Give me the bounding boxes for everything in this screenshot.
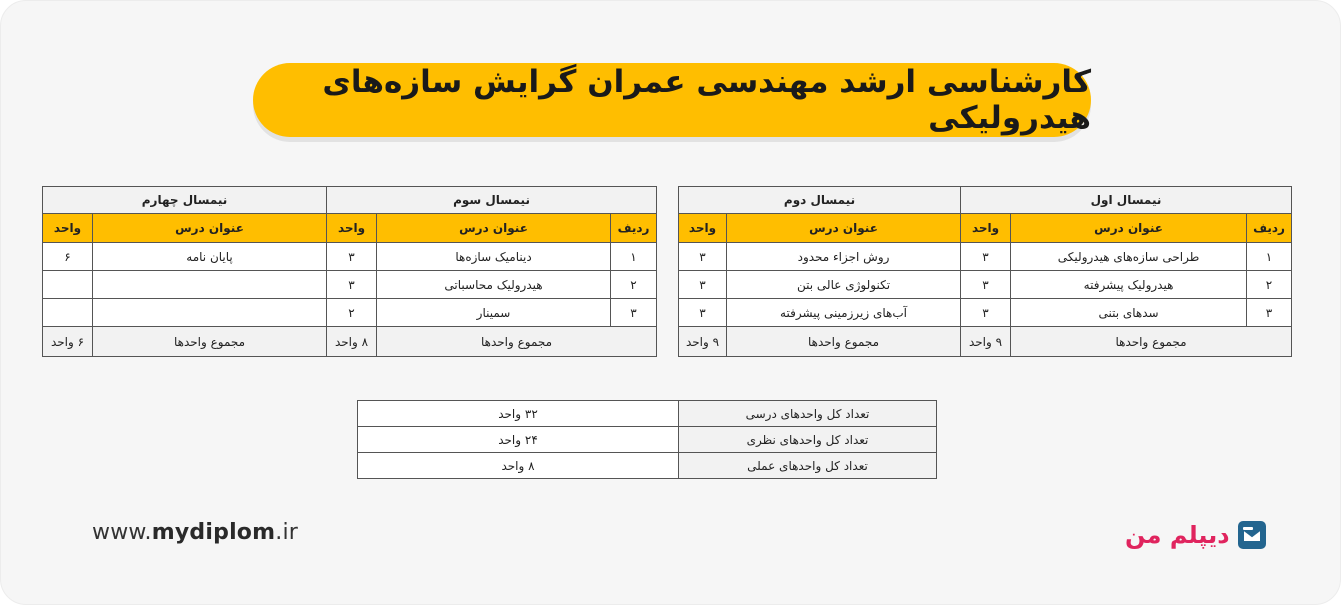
course-title: پایان نامه: [93, 243, 327, 271]
table-row: [358, 453, 937, 479]
course-units: ۲: [327, 299, 377, 327]
course-title: دینامیک سازه‌ها: [377, 243, 611, 271]
table-row: [43, 299, 657, 327]
semester-first-name: نیمسال اول: [961, 187, 1292, 214]
table-semesters-3-4: [42, 186, 657, 357]
course-title: طراحی سازه‌های هیدرولیکی: [1011, 243, 1247, 271]
total-label: مجموع واحدها: [727, 327, 961, 357]
course-units: ۳: [327, 271, 377, 299]
col-course-header: عنوان درس: [1011, 214, 1247, 243]
course-units: ۳: [961, 243, 1011, 271]
course-units: ۳: [961, 299, 1011, 327]
table-row: [679, 243, 1292, 271]
table-semesters-1-2: [678, 186, 1292, 357]
col-unit-header: واحد: [43, 214, 93, 243]
course-title: سدهای بتنی: [1011, 299, 1247, 327]
logo-text: دیپلم من: [1125, 521, 1230, 549]
table-row: [43, 271, 657, 299]
summary-label: تعداد کل واحدهای نظری: [679, 427, 937, 453]
semester-fourth-name: نیمسال چهارم: [43, 187, 327, 214]
course-units: ۳: [679, 299, 727, 327]
url-domain: mydiplom: [151, 520, 276, 545]
table-row: [358, 427, 937, 453]
course-title: سمینار: [377, 299, 611, 327]
row-number: ۳: [611, 299, 657, 327]
table-row: [358, 401, 937, 427]
course-title: تکنولوژی عالی بتن: [727, 271, 961, 299]
col-unit-header: واحد: [327, 214, 377, 243]
page-title-text: کارشناسی ارشد مهندسی عمران گرایش سازه‌های هیدرولیکی: [322, 64, 1091, 136]
total-row: [679, 327, 1292, 357]
table-row: [679, 299, 1292, 327]
course-units: ۳: [679, 243, 727, 271]
semester-second-name: نیمسال دوم: [679, 187, 961, 214]
url-suffix: .ir: [275, 520, 299, 545]
row-number: ۱: [611, 243, 657, 271]
course-units: ۳: [327, 243, 377, 271]
row-number: ۱: [1247, 243, 1292, 271]
col-unit-header: واحد: [679, 214, 727, 243]
total-label: مجموع واحدها: [93, 327, 327, 357]
semester-header-row: [679, 187, 1292, 214]
summary-table: [357, 400, 937, 479]
col-course-header: عنوان درس: [727, 214, 961, 243]
course-title: [93, 271, 327, 299]
total-label: مجموع واحدها: [1011, 327, 1292, 357]
table-row: [43, 243, 657, 271]
course-units: ۳: [961, 271, 1011, 299]
total-value: ۹ واحد: [679, 327, 727, 357]
col-row-header: ردیف: [1247, 214, 1292, 243]
col-row-header: ردیف: [611, 214, 657, 243]
summary-label: تعداد کل واحدهای عملی: [679, 453, 937, 479]
course-title: [93, 299, 327, 327]
summary-value: ۳۲ واحد: [358, 401, 679, 427]
total-label: مجموع واحدها: [377, 327, 657, 357]
row-number: ۲: [1247, 271, 1292, 299]
website-url[interactable]: [92, 520, 298, 545]
course-title: روش اجزاء محدود: [727, 243, 961, 271]
table-row: [679, 271, 1292, 299]
col-course-header: عنوان درس: [93, 214, 327, 243]
course-units: [43, 271, 93, 299]
summary-value: ۸ واحد: [358, 453, 679, 479]
envelope-icon: [1238, 521, 1266, 549]
row-number: ۳: [1247, 299, 1292, 327]
url-prefix: www.: [92, 520, 152, 545]
course-units: ۶: [43, 243, 93, 271]
column-header-row: [679, 214, 1292, 243]
summary-value: ۲۴ واحد: [358, 427, 679, 453]
col-course-header: عنوان درس: [377, 214, 611, 243]
course-title: هیدرولیک پیشرفته: [1011, 271, 1247, 299]
course-title: هیدرولیک محاسباتی: [377, 271, 611, 299]
col-unit-header: واحد: [961, 214, 1011, 243]
total-value: ۶ واحد: [43, 327, 93, 357]
semester-third-name: نیمسال سوم: [327, 187, 657, 214]
row-number: ۲: [611, 271, 657, 299]
course-units: [43, 299, 93, 327]
page-title: [253, 63, 1091, 137]
column-header-row: [43, 214, 657, 243]
course-units: ۳: [679, 271, 727, 299]
total-value: ۸ واحد: [327, 327, 377, 357]
semester-header-row: [43, 187, 657, 214]
course-title: آب‌های زیرزمینی پیشرفته: [727, 299, 961, 327]
summary-label: تعداد کل واحدهای درسی: [679, 401, 937, 427]
total-value: ۹ واحد: [961, 327, 1011, 357]
total-row: [43, 327, 657, 357]
brand-logo: [1125, 518, 1266, 552]
